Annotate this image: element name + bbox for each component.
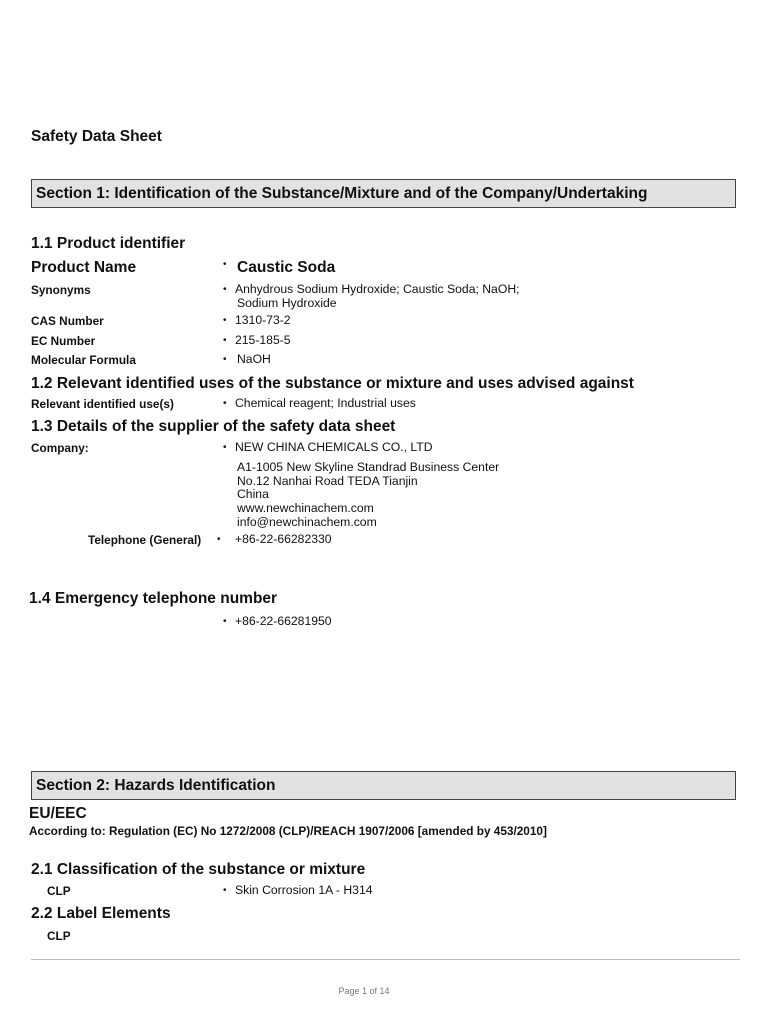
footer-divider [31,959,740,960]
clp-label-elements: CLP [47,929,71,943]
company-website: www.newchinachem.com [237,501,374,515]
company-label: Company: [31,441,89,455]
bullet-icon: • [217,534,221,545]
bullet-icon: • [223,284,227,295]
subsection-1-4-heading: 1.4 Emergency telephone number [29,590,278,607]
company-address-line2: No.12 Nanhai Road TEDA Tianjin [237,474,418,488]
subsection-2-1-heading: 2.1 Classification of the substance or mixture [31,861,366,878]
molecular-formula-value: NaOH [237,352,271,366]
product-name-value: Caustic Soda [237,259,336,276]
subsection-2-2-heading: 2.2 Label Elements [31,905,171,922]
identified-uses-value: Chemical reagent; Industrial uses [235,396,416,410]
bullet-icon: • [223,442,227,453]
product-name-label: Product Name [31,259,137,276]
cas-number-value: 1310-73-2 [235,313,291,327]
cas-number-label: CAS Number [31,314,104,328]
ec-number-label: EC Number [31,334,96,348]
ec-number-value: 215-185-5 [235,333,291,347]
company-address-line3: China [237,487,269,501]
bullet-icon: • [223,885,227,896]
emergency-phone-value: +86-22-66281950 [235,614,332,628]
bullet-icon: • [223,259,227,270]
identified-uses-label: Relevant identified use(s) [31,397,174,411]
clp-label: CLP [47,884,71,898]
bullet-icon: • [223,398,227,409]
telephone-general-value: +86-22-66282330 [235,532,332,546]
bullet-icon: • [223,616,227,627]
company-address-line1: A1-1005 New Skyline Standrad Business Center [237,460,500,474]
bullet-icon: • [223,335,227,346]
subsection-1-2-heading: 1.2 Relevant identified uses of the substance or mixture and uses advised against [31,375,634,392]
telephone-general-label: Telephone (General) [88,533,202,547]
subsection-1-3-heading: 1.3 Details of the supplier of the safety data sheet [31,418,396,435]
molecular-formula-label: Molecular Formula [31,353,136,367]
subsection-1-1-heading: 1.1 Product identifier [31,235,186,252]
bullet-icon: • [223,315,227,326]
regulation-text: According to: Regulation (EC) No 1272/2008 (CLP)/REACH 1907/2006 [amended by 453/2010] [29,824,547,838]
section-2-header [31,771,736,800]
section-1-heading: Section 1: Identification of the Substance/Mixture and of the Company/Undertaking [36,185,648,202]
synonyms-label: Synonyms [31,283,91,297]
section-2-heading: Section 2: Hazards Identification [36,777,276,794]
company-name: NEW CHINA CHEMICALS CO., LTD [235,440,433,454]
document-title: Safety Data Sheet [31,128,162,145]
synonyms-value-line1: Anhydrous Sodium Hydroxide; Caustic Soda; NaOH; [235,282,520,296]
region-heading: EU/EEC [29,805,87,822]
synonyms-value-line2: Sodium Hydroxide [237,296,337,310]
section-1-header [31,179,736,208]
page-number: Page 1 of 14 [338,986,390,996]
bullet-icon: • [223,354,227,365]
clp-classification-value: Skin Corrosion 1A - H314 [235,883,373,897]
company-email: info@newchinachem.com [237,515,377,529]
